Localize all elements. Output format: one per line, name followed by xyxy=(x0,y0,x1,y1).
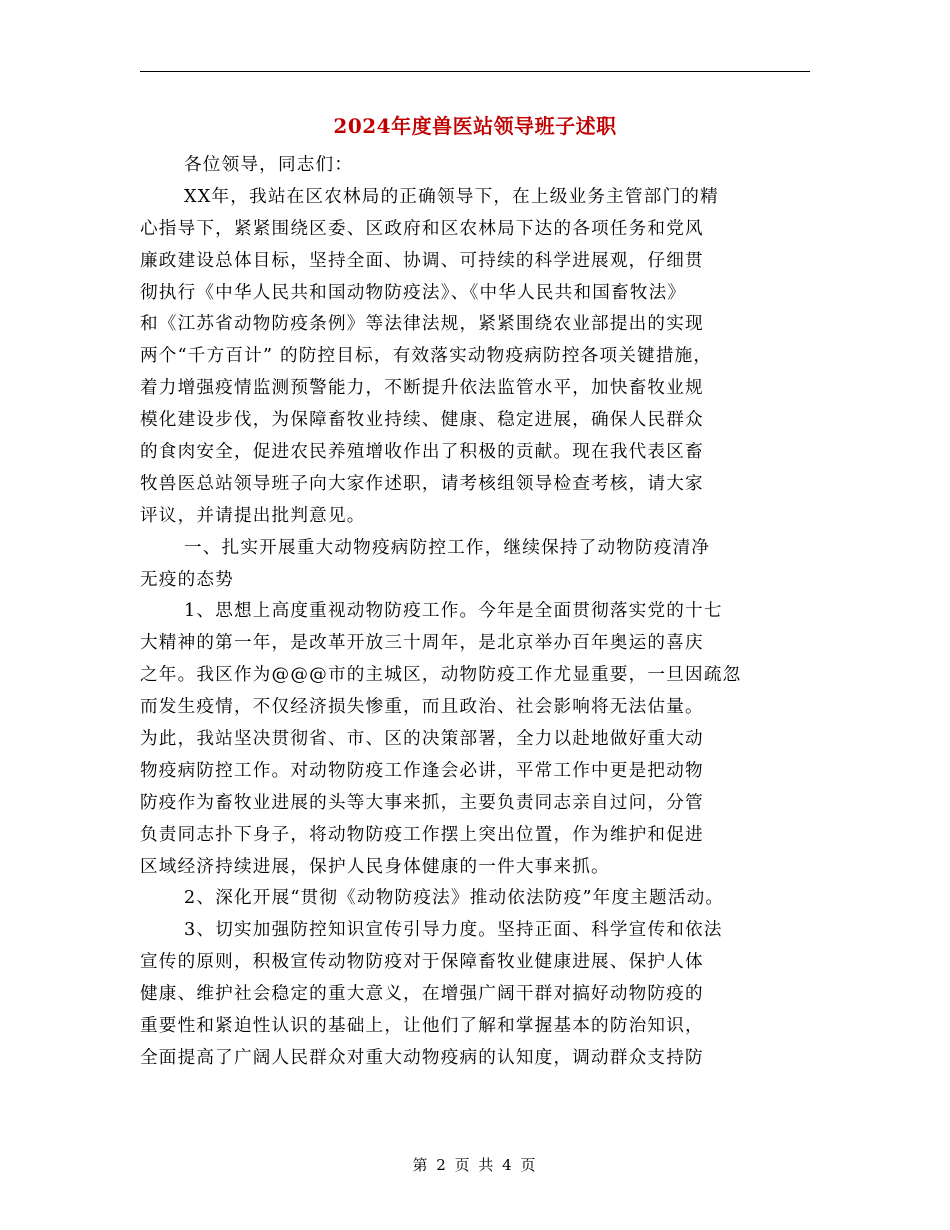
paragraph-line: 3、切实加强防控知识宣传引导力度。坚持正面、科学宣传和依法 xyxy=(184,920,723,941)
paragraph-line: 2、深化开展“贯彻《动物防疫法》推动依法防疫”年度主题活动。 xyxy=(184,888,725,909)
header-rule xyxy=(140,71,810,72)
paragraph-line: 宣传的原则，积极宣传动物防疫对于保障畜牧业健康进展、保护人体 xyxy=(140,952,704,973)
paragraph-line: 而发生疫情，不仅经济损失惨重，而且政治、社会影响将无法估量。 xyxy=(140,697,704,718)
paragraph-line: 之年。我区作为@@@市的主城区，动物防疫工作尤显重要，一旦因疏忽 xyxy=(140,665,742,686)
paragraph-line: 区域经济持续进展，保护人民身体健康的一件大事来抓。 xyxy=(140,856,610,877)
paragraph-line: 心指导下，紧紧围绕区委、区政府和区农林局下达的各项任务和党风 xyxy=(140,218,704,239)
paragraph-line: 物疫病防控工作。对动物防疫工作逢会必讲，平常工作中更是把动物 xyxy=(140,760,704,781)
paragraph-line: XX年，我站在区农林局的正确领导下，在上级业务主管部门的精 xyxy=(184,186,719,207)
paragraph-line: 全面提高了广阔人民群众对重大动物疫病的认知度，调动群众支持防 xyxy=(140,1047,704,1068)
paragraph-line: 彻执行《中华人民共和国动物防疫法》、《中华人民共和国畜牧法》 xyxy=(140,282,687,303)
paragraph-line: 着力增强疫情监测预警能力，不断提升依法监管水平，加快畜牧业规 xyxy=(140,378,704,399)
paragraph-line: 重要性和紧迫性认识的基础上，让他们了解和掌握基本的防治知识， xyxy=(140,1016,704,1037)
paragraph-line: 牧兽医总站领导班子向大家作述职，请考核组领导检查考核，请大家 xyxy=(140,473,704,494)
paragraph-line: 健康、维护社会稳定的重大意义，在增强广阔干群对搞好动物防疫的 xyxy=(140,984,704,1005)
salutation-line: 各位领导，同志们： xyxy=(184,155,354,175)
document-title: 2024年度兽医站领导班子述职 xyxy=(333,114,617,138)
paragraph-line: 为此，我站坚决贯彻省、市、区的决策部署，全力以赴地做好重大动 xyxy=(140,729,704,750)
paragraph-line: 的食肉安全，促进农民养殖增收作出了积极的贡献。现在我代表区畜 xyxy=(140,442,704,463)
paragraph-line: 大精神的第一年，是改革开放三十周年，是北京举办百年奥运的喜庆 xyxy=(140,633,704,654)
paragraph-line: 评议，并请提出批判意见。 xyxy=(140,505,366,526)
page-number: 第 2 页 共 4 页 xyxy=(412,1156,538,1174)
paragraph-line: 模化建设步伐，为保障畜牧业持续、健康、稳定进展，确保人民群众 xyxy=(140,410,704,431)
paragraph-line: 两个“千方百计” 的防控目标，有效落实动物疫病防控各项关键措施， xyxy=(140,346,713,367)
paragraph-line: 廉政建设总体目标，坚持全面、协调、可持续的科学进展观，仔细贯 xyxy=(140,250,704,271)
paragraph-line: 负责同志扑下身子，将动物防疫工作摆上突出位置，作为维护和促进 xyxy=(140,824,704,845)
section-heading-line: 一、扎实开展重大动物疫病防控工作，继续保持了动物防疫清净 xyxy=(184,537,711,558)
paragraph-line: 1、思想上高度重视动物防疫工作。今年是全面贯彻落实党的十七 xyxy=(184,601,723,622)
paragraph-line: 和《江苏省动物防疫条例》等法律法规，紧紧围绕农业部提出的实现 xyxy=(140,314,704,335)
document-body xyxy=(140,150,810,1075)
paragraph-line: 防疫作为畜牧业进展的头等大事来抓，主要负责同志亲自过问，分管 xyxy=(140,792,704,813)
section-heading-line: 无疫的态势 xyxy=(140,569,234,590)
